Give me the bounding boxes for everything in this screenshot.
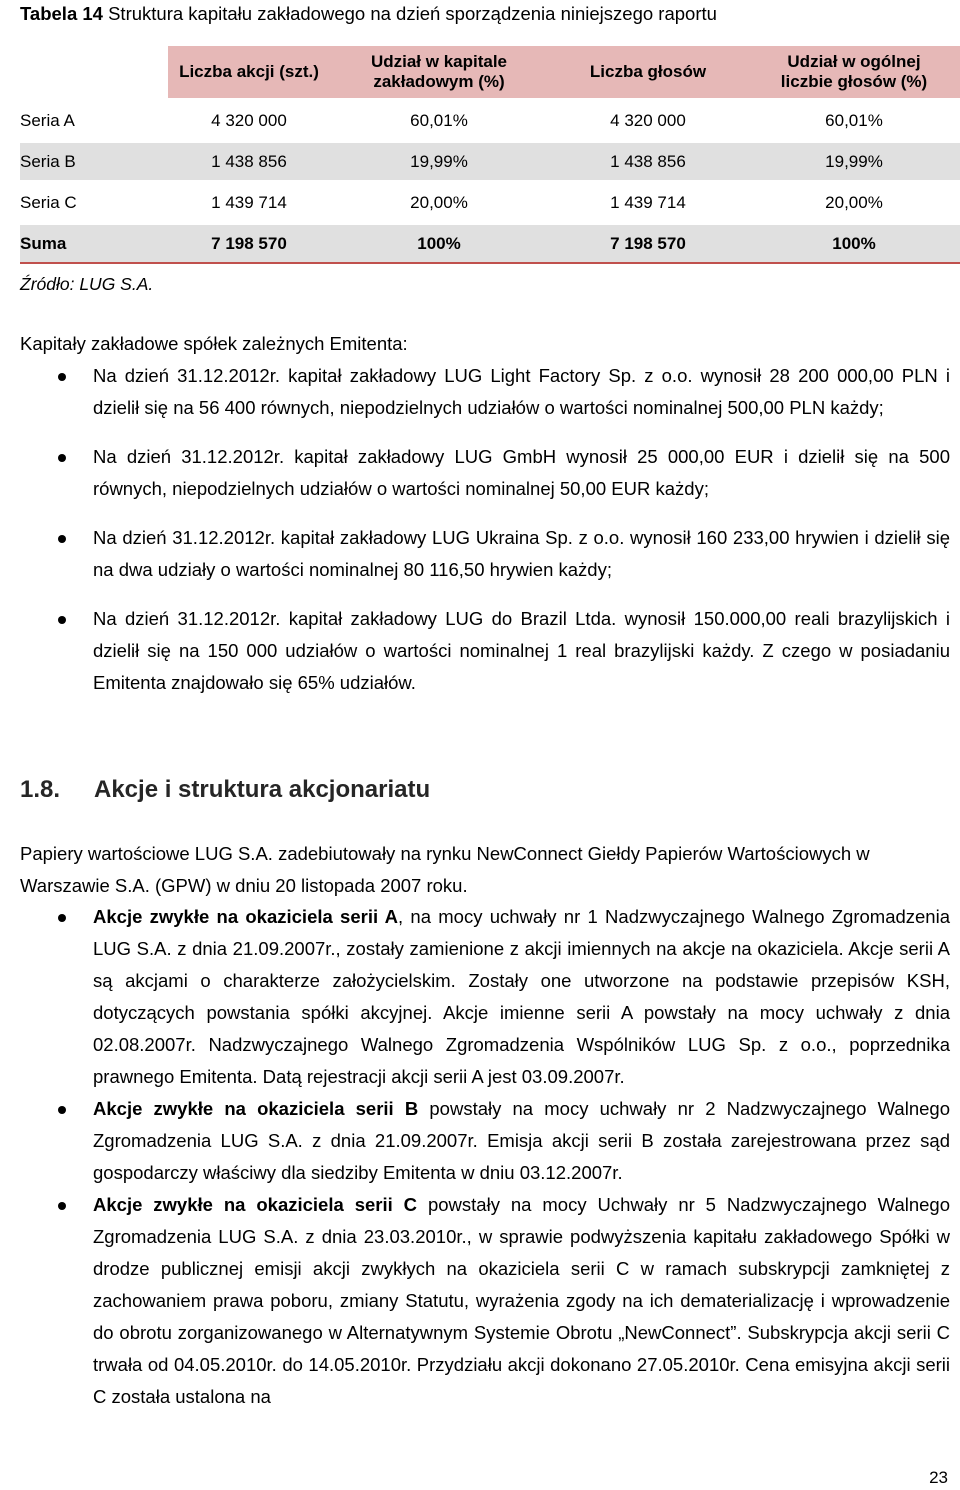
list-item (0, 1093, 950, 1189)
bullet-icon (58, 454, 66, 462)
table-cell: Seria A (20, 100, 168, 141)
table-header-cell: Udział w kapitale zakładowym (%) (330, 46, 548, 100)
share-series-list (0, 901, 950, 1413)
table-header-cell: Liczba akcji (szt.) (168, 46, 330, 100)
list-item (0, 360, 950, 424)
capital-structure-table (20, 46, 960, 264)
table-cell: 60,01% (748, 100, 960, 141)
list-item-text: powstały na mocy Uchwały nr 5 Nadzwyczajnego Walnego Zgromadzenia LUG S.A. z dnia 23.03.2010r., w sprawie podwyższenia kapitału zakładowego Spółki w drodze publicznej emisji akcji zwykłych na okaziciela serii C w ramach subskrypcji zamkniętej z zachowaniem prawa poboru, zmiany Statutu, wyrażenia zgody na ich dematerializację i wprowadzenie do obrotu zorganizowanego w Alternatywnym Systemie Obrotu „NewConnect”. Subskrypcja akcji serii C trwała od 04.05.2010r. do 14.05.2010r. Przydziału akcji dokonano 27.05.2010r. Cena emisyjna akcji serii C została ustalona na (93, 1194, 950, 1407)
list-item-text: Na dzień 31.12.2012r. kapitał zakładowy LUG Light Factory Sp. z o.o. wynosił 28 200 000,00 PLN i dzielił się na 56 400 równych, niepodzielnych udziałów o wartości nominalnej 500,00 PLN każdy; (93, 365, 950, 418)
table-header-row (20, 46, 960, 100)
section-title: Akcje i struktura akcjonariatu (94, 776, 431, 803)
table-row (20, 182, 960, 223)
table-cell: 20,00% (748, 182, 960, 223)
table-caption-label: Tabela 14 (20, 3, 103, 24)
table-cell: 7 198 570 (168, 223, 330, 263)
table-header-cell: Liczba głosów (548, 46, 748, 100)
bullet-icon (58, 1202, 66, 1210)
table-cell: 4 320 000 (548, 100, 748, 141)
section-heading (20, 776, 430, 804)
table-header-cell: Udział w ogólnej liczbie głosów (%) (748, 46, 960, 100)
table-cell: 19,99% (330, 141, 548, 182)
subsidiaries-list (0, 360, 950, 716)
table-cell: Suma (20, 223, 168, 263)
list-item-text: powstały na mocy uchwały nr 2 Nadzwyczajnego Walnego Zgromadzenia LUG S.A. z dnia 21.09.2007r. Emisja akcji serii B została zarejestrowana przez sąd gospodarczy właściwy dla siedziby Emitenta w dniu 03.12.2007r. (93, 1098, 950, 1183)
table-cell: 1 438 856 (548, 141, 748, 182)
list-item-text: Na dzień 31.12.2012r. kapitał zakładowy LUG Ukraina Sp. z o.o. wynosił 160 233,00 hrywien i dzielił się na dwa udziały o wartości nominalnej 80 116,50 hrywien każdy; (93, 527, 950, 580)
bullet-icon (58, 914, 66, 922)
table-total-row (20, 223, 960, 263)
bullet-icon (58, 373, 66, 381)
table-cell: 100% (330, 223, 548, 263)
table-source: Źródło: LUG S.A. (20, 274, 154, 294)
list-item (0, 901, 950, 1093)
table-cell: Seria B (20, 141, 168, 182)
subsidiaries-intro: Kapitały zakładowe spółek zależnych Emitenta: (20, 333, 408, 354)
table-cell: 20,00% (330, 182, 548, 223)
list-item-bold: Akcje zwykłe na okaziciela serii A (93, 906, 399, 927)
table-cell: Seria C (20, 182, 168, 223)
table-cell: 19,99% (748, 141, 960, 182)
table-cell: 1 439 714 (548, 182, 748, 223)
table-cell: 60,01% (330, 100, 548, 141)
list-item (0, 522, 950, 586)
table-row (20, 100, 960, 141)
table-cell: 1 439 714 (168, 182, 330, 223)
table-row (20, 141, 960, 182)
list-item (0, 1189, 950, 1413)
section-number: 1.8. (20, 776, 61, 803)
list-item-text: , na mocy uchwały nr 1 Nadzwyczajnego Walnego Zgromadzenia LUG S.A. z dnia 21.09.2007r., zostały zamienione z akcji imiennych na akcje na okaziciela. Akcje serii A są akcjami o charakterze założycielskim. Zostały one utworzone na podstawie przepisów KSH, dotyczących powstania spółki akcyjnej. Akcje imienne serii A powstały na mocy uchwały z dnia 02.08.2007r. Nadzwyczajnego Walnego Zgromadzenia Wspólników LUG Sp. z o.o., poprzednika prawnego Emitenta. Datą rejestracji akcji serii A jest 03.09.2007r. (93, 906, 951, 1087)
bullet-icon (58, 616, 66, 624)
table-caption (20, 3, 717, 25)
table-cell: 4 320 000 (168, 100, 330, 141)
list-item (0, 603, 950, 699)
list-item-text: Na dzień 31.12.2012r. kapitał zakładowy LUG do Brazil Ltda. wynosił 150.000,00 reali brazylijskich i dzielił się na 150 000 udziałów o wartości nominalnej 1 real brazylijski każdy. Z czego w posiadaniu Emitenta znajdowało się 65% udziałów. (93, 608, 950, 693)
bullet-icon (58, 535, 66, 543)
table-cell: 7 198 570 (548, 223, 748, 263)
bullet-icon (58, 1106, 66, 1114)
table-cell: 1 438 856 (168, 141, 330, 182)
page-number: 23 (929, 1468, 948, 1487)
list-item-bold: Akcje zwykłe na okaziciela serii C (93, 1194, 418, 1215)
table-header-cell (20, 46, 168, 100)
list-item-text: Na dzień 31.12.2012r. kapitał zakładowy LUG GmbH wynosił 25 000,00 EUR i dzielił się na 500 równych, niepodzielnych udziałów o wartości nominalnej 50,00 EUR każdy; (93, 446, 950, 499)
table-caption-text: Struktura kapitału zakładowego na dzień sporządzenia niniejszego raportu (108, 3, 717, 24)
section-intro: Papiery wartościowe LUG S.A. zadebiutowały na rynku NewConnect Giełdy Papierów Wartościowych w Warszawie S.A. (GPW) w dniu 20 listopada 2007 roku. (20, 843, 870, 896)
list-item-bold: Akcje zwykłe na okaziciela serii B (93, 1098, 419, 1119)
list-item (0, 441, 950, 505)
table-cell: 100% (748, 223, 960, 263)
